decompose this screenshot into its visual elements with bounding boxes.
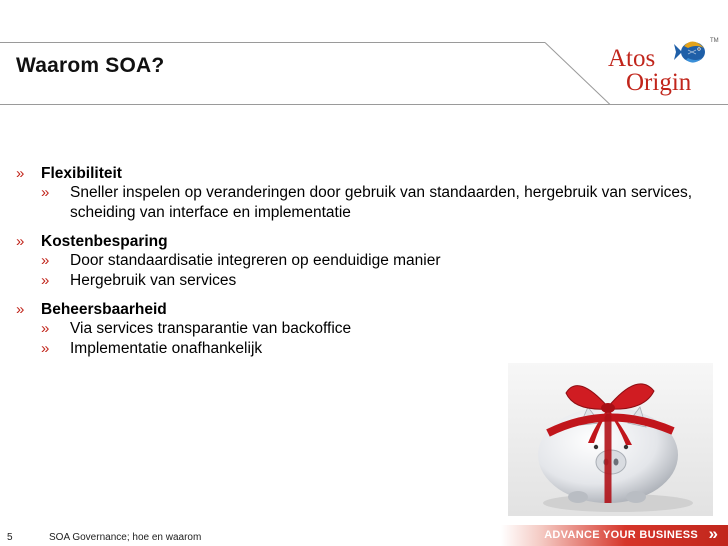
- sub-bullet-item: [41, 183, 706, 223]
- sub-bullet-chevron-icon: »: [41, 320, 50, 337]
- sub-bullet-item: [41, 271, 706, 291]
- piggy-bank-photo: [508, 363, 713, 516]
- sub-bullet-item: [41, 251, 706, 271]
- bullet-label: Flexibiliteit: [41, 165, 122, 182]
- sub-bullet-text: Door standaardisatie integreren op eenduidige manier: [70, 252, 441, 269]
- logo-text-line1: Atos: [608, 45, 656, 72]
- bullet-label: Beheersbaarheid: [41, 301, 167, 318]
- bullet-item: [16, 300, 706, 359]
- sub-bullet-chevron-icon: »: [41, 272, 50, 289]
- logo-text-line2: Origin: [626, 69, 692, 96]
- sub-bullet-text: Implementatie onafhankelijk: [70, 340, 263, 357]
- slide-title: Waarom SOA?: [16, 54, 165, 77]
- bullet-chevron-icon: »: [16, 301, 25, 318]
- sub-bullet-text: Via services transparantie van backoffice: [70, 320, 352, 337]
- atos-origin-logo: [608, 36, 718, 106]
- chevron-right-icon: »: [708, 524, 718, 543]
- footer-title: SOA Governance; hoe en waarom: [49, 532, 202, 543]
- bullet-item: [16, 232, 706, 291]
- bullet-label: Kostenbesparing: [41, 233, 168, 250]
- bullet-list: [16, 164, 706, 368]
- tagline: ADVANCE YOUR BUSINESS: [544, 529, 698, 541]
- sub-bullet-chevron-icon: »: [41, 340, 50, 357]
- bullet-item: [16, 164, 706, 223]
- sub-bullet-chevron-icon: »: [41, 184, 50, 201]
- fish-icon: [674, 38, 710, 70]
- sub-bullet-text: Sneller inspelen op veranderingen door gebruik van standaarden, hergebruik van services, scheiding van interface en implementatie: [70, 184, 693, 221]
- logo-trademark: TM: [710, 38, 719, 44]
- bullet-chevron-icon: »: [16, 165, 25, 182]
- sub-bullet-chevron-icon: »: [41, 252, 50, 269]
- sub-bullet-text: Hergebruik van services: [70, 272, 237, 289]
- sub-bullet-item: [41, 319, 706, 339]
- bullet-chevron-icon: »: [16, 233, 25, 250]
- page-number: 5: [7, 532, 13, 543]
- sub-bullet-item: [41, 339, 706, 359]
